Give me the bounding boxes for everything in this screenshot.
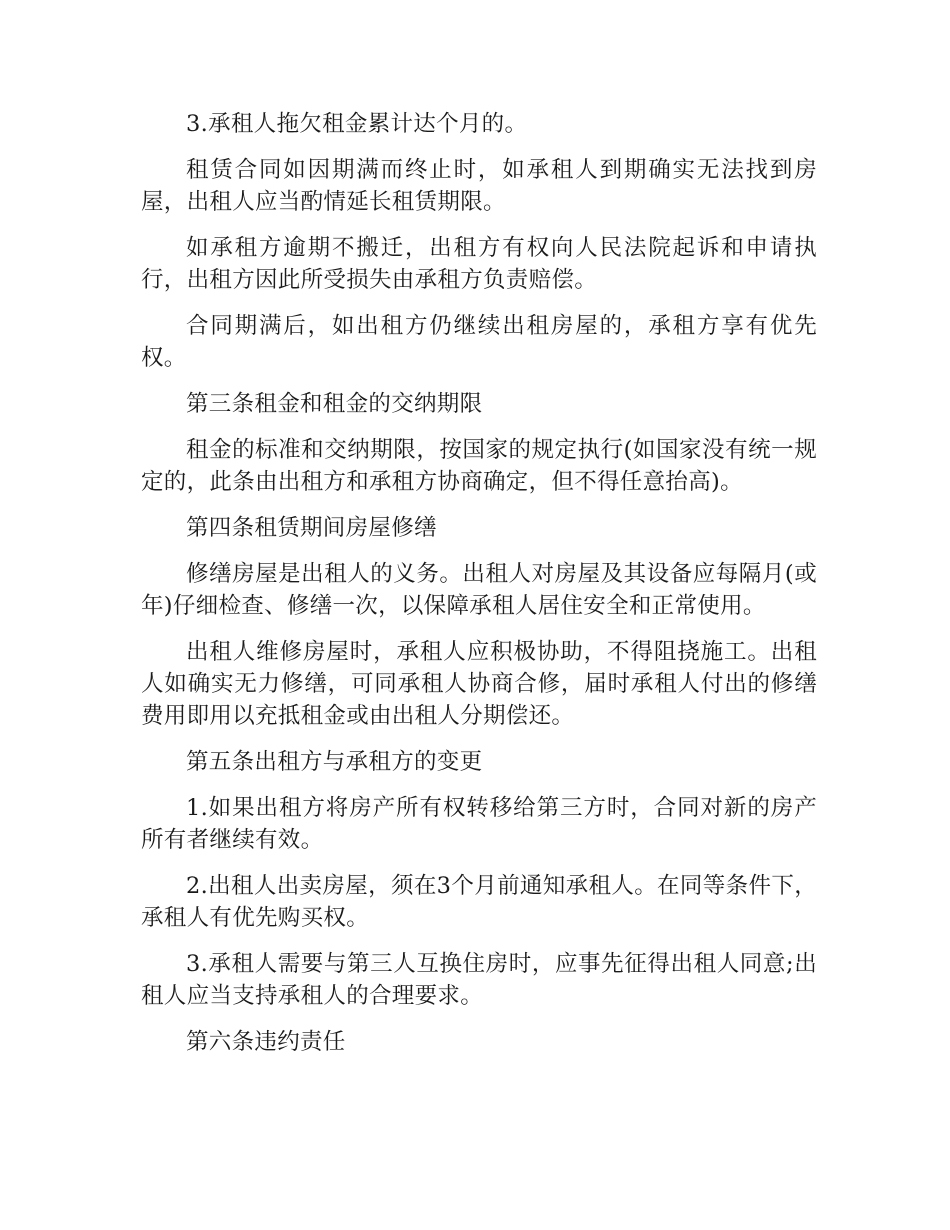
paragraph-repair-duty: 修缮房屋是出租人的义务。出租人对房屋及其设备应每隔月(或年)仔细检查、修缮一次，以保障承租人居住安全和正常使用。 [141,561,817,619]
clause-item-3-housing-exchange: 3.承租人需要与第三人互换住房时，应事先征得出租人同意;出租人应当支持承租人的合理要求。 [141,951,817,1009]
paragraph-rent-standard: 租金的标准和交纳期限，按国家的规定执行(如国家没有统一规定的，此条由出租方和承租方协商确定，但不得任意抬高)。 [141,437,817,495]
paragraph-overstay-liability: 如承租方逾期不搬迁，出租方有权向人民法院起诉和申请执行，出租方因此所受损失由承租方负责赔偿。 [141,235,817,293]
paragraph-priority-right: 合同期满后，如出租方仍继续出租房屋的，承租方享有优先权。 [141,313,817,371]
document-body [141,108,817,1072]
article-5-heading: 第五条出租方与承租方的变更 [186,749,483,775]
clause-item-1-ownership-transfer: 1.如果出租方将房产所有权转移给第三方时，合同对新的房产所有者继续有效。 [141,795,817,853]
article-3-heading: 第三条租金和租金的交纳期限 [186,391,483,417]
article-6-heading: 第六条违约责任 [186,1029,346,1055]
clause-item-2-sale-notice: 2.出租人出卖房屋，须在3个月前通知承租人。在同等条件下，承租人有优先购买权。 [141,873,817,931]
article-4-heading: 第四条租赁期间房屋修缮 [186,515,437,541]
clause-item-3-arrears: 3.承租人拖欠租金累计达个月的。 [186,111,528,137]
paragraph-lease-extension: 租赁合同如因期满而终止时，如承租人到期确实无法找到房屋，出租人应当酌情延长租赁期限。 [141,157,817,215]
paragraph-repair-cooperation: 出租人维修房屋时，承租人应积极协助，不得阻挠施工。出租人如确实无力修缮，可同承租人协商合修，届时承租人付出的修缮费用即用以充抵租金或由出租人分期偿还。 [141,639,817,729]
